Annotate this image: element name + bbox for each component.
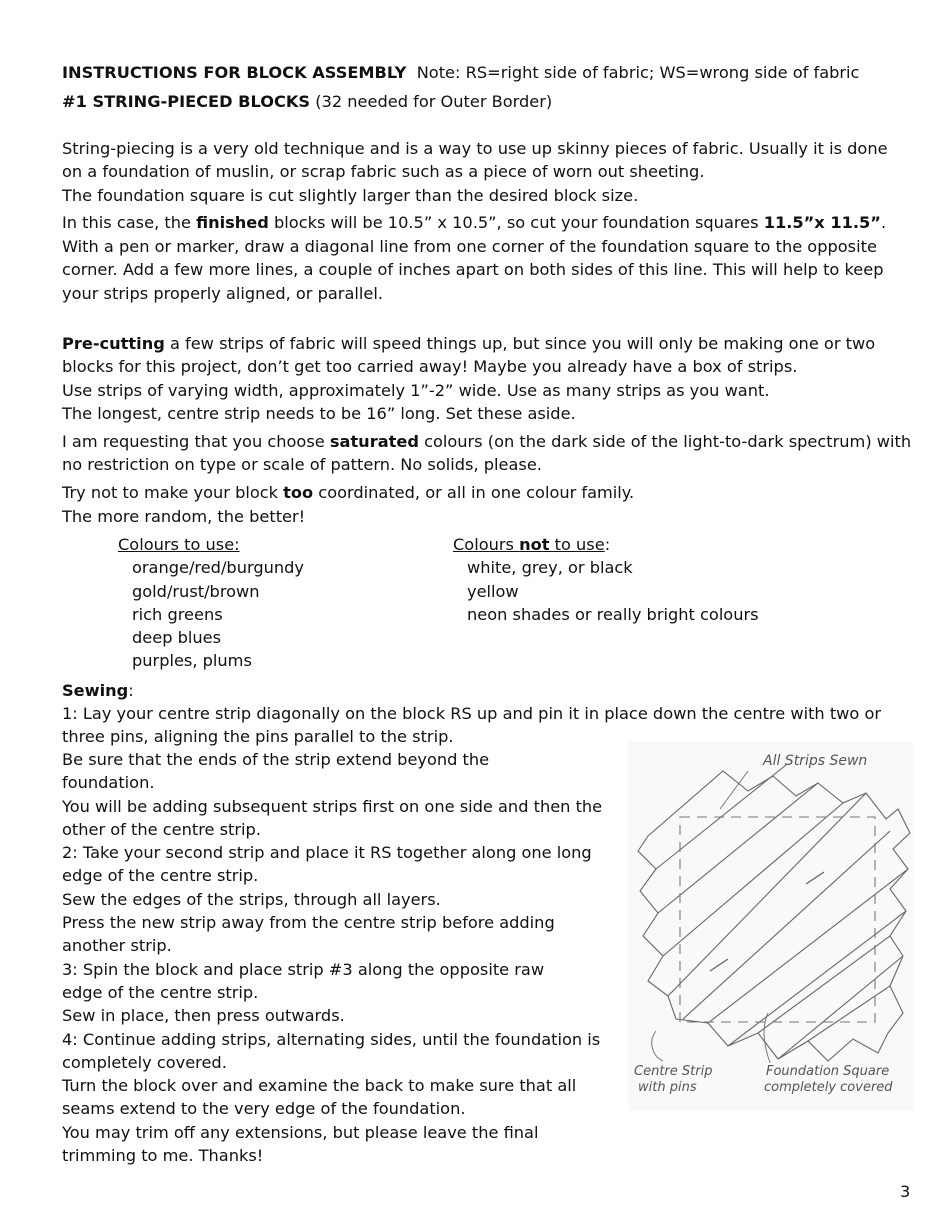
sewing-line: Press the new strip away from the centre strip before adding another strip.	[62, 913, 555, 956]
text-run: Try not to make your block	[62, 483, 284, 502]
intro-paragraph-2: The foundation square is cut slightly larger than the desired block size.	[62, 186, 639, 205]
text-run: .	[880, 213, 887, 232]
precut-paragraph-1	[62, 332, 912, 379]
sewing-line: Sew in place, then press outwards.	[62, 1006, 345, 1026]
text-run: I am requesting that you choose	[62, 432, 330, 451]
emphasis-finished: finished	[196, 213, 269, 232]
list-item: gold/rust/brown	[132, 581, 260, 601]
text-run: Colours	[453, 535, 520, 554]
list-item: purples, plums	[132, 651, 252, 671]
page-number: 3	[900, 1182, 911, 1201]
precut-paragraph-2: Use strips of varying width, approximately 1”-2” wide. Use as many strips as you want.	[62, 381, 770, 400]
precut-paragraph-5	[62, 481, 912, 504]
figure-label-centre-strip: Centre Strip	[634, 1064, 713, 1079]
sewing-line: 3: Spin the block and place strip #3 along the opposite raw edge of the centre strip.	[62, 959, 545, 1002]
page-title: INSTRUCTIONS FOR BLOCK ASSEMBLY	[62, 63, 407, 82]
text-run: :	[604, 535, 611, 554]
list-item: rich greens	[132, 604, 223, 624]
text-run: to use	[549, 535, 605, 554]
emphasis-size: 11.5”x 11.5”	[763, 213, 881, 232]
text-run: blocks will be 10.5” x 10.5”, so cut your foundation squares	[268, 213, 764, 232]
intro-paragraph-1: String-piecing is a very old technique and is a way to use up skinny pieces of fabric. Usually it is done on a foundation of muslin, or scrap fabric such as a piece of worn out sheeting.	[62, 139, 888, 182]
emphasis-saturated: saturated	[329, 432, 419, 451]
colours-not-heading	[453, 533, 759, 556]
text-run: In this case, the	[62, 213, 197, 232]
sewing-line: 4: Continue adding strips, alternating sides, until the foundation is completely covered.	[62, 1029, 601, 1072]
colours-to-use-list	[118, 533, 304, 673]
colours-to-use-heading: Colours to use:	[118, 535, 240, 554]
colours-not-to-use-list	[453, 533, 759, 626]
string-block-diagram	[628, 741, 913, 1111]
emphasis-precutting: Pre-cutting	[62, 334, 165, 353]
text-run: a few strips of fabric will speed things up, but since you will only be making one or two blocks for this project, don’t get too carried away! Maybe you already have a box of strips.	[62, 334, 876, 377]
fabric-note: Note: RS=right side of fabric; WS=wrong side of fabric	[416, 63, 860, 82]
figure-label-covered: completely covered	[764, 1080, 893, 1095]
intro-paragraph-3	[62, 211, 922, 234]
sewing-line: Sew the edges of the strips, through all layers.	[62, 889, 441, 909]
sewing-steps	[62, 748, 632, 1167]
sewing-heading-text: Sewing	[62, 681, 129, 700]
list-item: deep blues	[132, 628, 222, 648]
sewing-line: You will be adding subsequent strips first on one side and then the other of the centre strip.	[62, 796, 603, 839]
sewing-line: You may trim off any extensions, but please leave the final trimming to me. Thanks!	[62, 1122, 539, 1166]
section-note: (32 needed for Outer Border)	[315, 92, 553, 111]
list-item: yellow	[467, 581, 519, 601]
list-item: white, grey, or black	[467, 558, 633, 578]
emphasis-not: not	[519, 535, 550, 554]
text-run: coordinated, or all in one colour family.	[313, 483, 635, 502]
precut-paragraph-6: The more random, the better!	[62, 507, 306, 526]
emphasis-too: too	[283, 483, 314, 502]
subtitle-line	[62, 90, 912, 113]
heading-line	[62, 61, 912, 84]
precut-paragraph-4	[62, 430, 912, 477]
figure-label-foundation: Foundation Square	[766, 1064, 890, 1079]
figure-label-all-strips: All Strips Sewn	[763, 753, 868, 769]
section-title: #1 STRING-PIECED BLOCKS	[62, 92, 311, 111]
sewing-line: Be sure that the ends of the strip extend beyond the foundation.	[62, 750, 490, 793]
text-run: :	[128, 681, 134, 700]
list-item: orange/red/burgundy	[132, 558, 304, 578]
sewing-heading	[62, 679, 912, 702]
intro-paragraph-4: With a pen or marker, draw a diagonal line from one corner of the foundation square to the opposite corner. Add a few more lines, a couple of inches apart on both sides of this line. This will help to keep your strips properly aligned, or parallel.	[62, 237, 884, 303]
text-run: colours (on the dark side of the light-to-dark spectrum) with no restriction on type or scale of pattern. No solids, please.	[62, 432, 912, 475]
sewing-line: 2: Take your second strip and place it RS together along one long edge of the centre strip.	[62, 843, 592, 886]
sewing-step-1: 1: Lay your centre strip diagonally on the block RS up and pin it in place down the centre with two or three pins, aligning the pins parallel to the strip.	[62, 704, 882, 747]
precut-paragraph-3: The longest, centre strip needs to be 16” long. Set these aside.	[62, 404, 576, 423]
figure-label-with-pins: with pins	[638, 1080, 697, 1095]
figure-background	[628, 741, 913, 1111]
list-item: neon shades or really bright colours	[467, 604, 759, 624]
sewing-line: Turn the block over and examine the back to make sure that all seams extend to the very edge of the foundation.	[62, 1076, 577, 1119]
